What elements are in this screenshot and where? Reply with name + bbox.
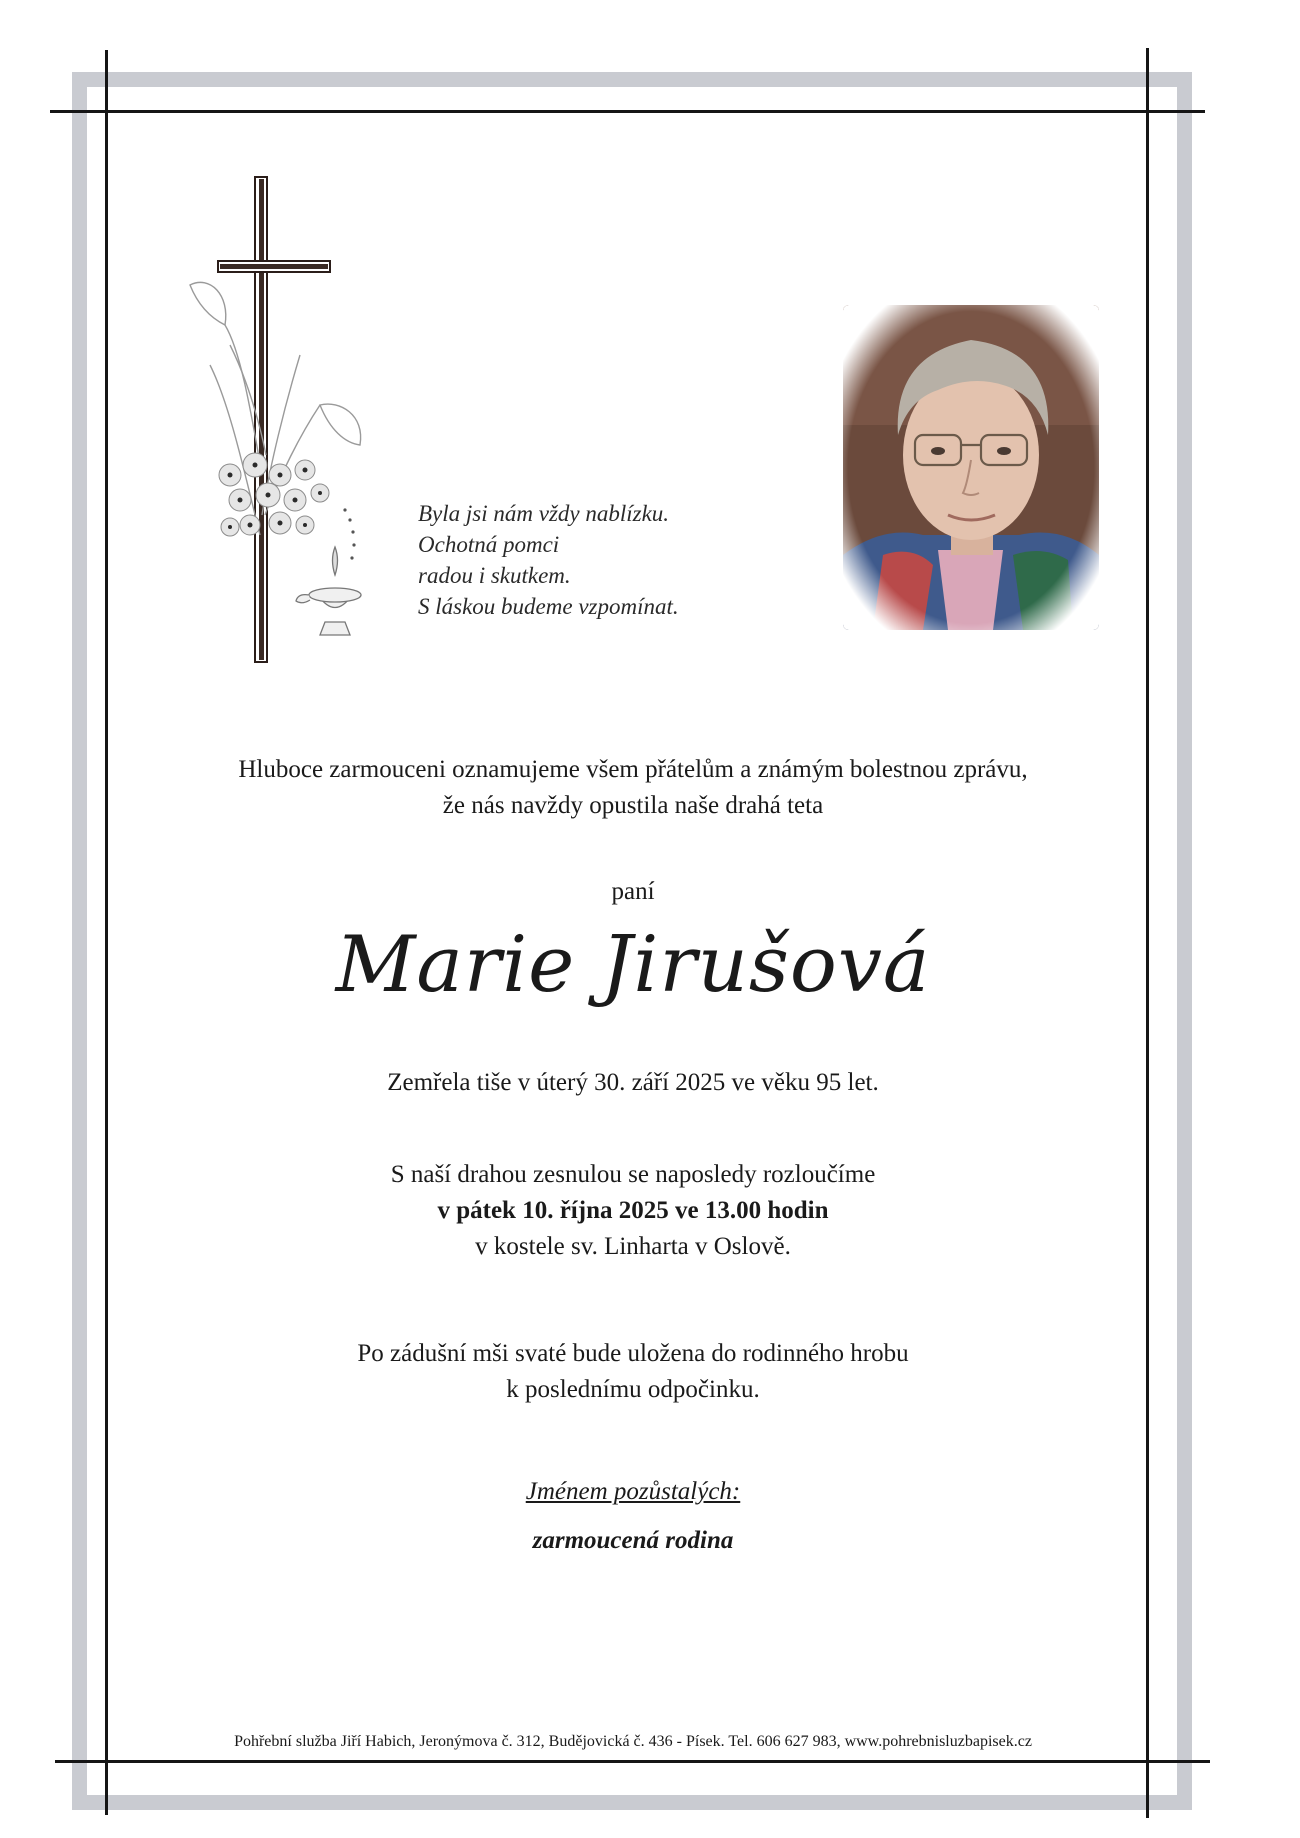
- portrait-photo: [843, 305, 1099, 630]
- deceased-name: Marie Jirušová: [335, 920, 931, 1010]
- signature-label: Jménem pozůstalých:: [525, 1478, 741, 1505]
- cross-lily-illustration: [170, 175, 410, 665]
- announcement-line-1: Hluboce zarmouceni oznamujeme všem přátelům a známým bolestnou zprávu,: [238, 756, 1028, 783]
- honorific: paní: [611, 878, 655, 905]
- farewell-line-1: S naší drahou zesnulou se naposledy rozloučíme: [390, 1161, 876, 1188]
- signature-family: zarmoucená rodina: [532, 1527, 734, 1554]
- bottom-rule: [55, 1760, 1210, 1763]
- burial-info: [108, 1336, 1158, 1408]
- farewell-location: v kostele sv. Linharta v Oslově.: [475, 1233, 791, 1260]
- farewell-date-time: v pátek 10. října 2025 ve 13.00 hodin: [437, 1197, 829, 1224]
- poem-line-4: S láskou budeme vzpomínat.: [418, 594, 679, 619]
- top-rule: [50, 110, 1205, 113]
- poem-line-3: radou i skutkem.: [418, 563, 571, 588]
- farewell-info: [108, 1157, 1158, 1265]
- burial-line-1: Po zádušní mši svaté bude uložena do rodinného hrobu: [357, 1340, 909, 1367]
- funeral-service-footer: Pohřební služba Jiří Habich, Jeronýmova č. 312, Budějovická č. 436 - Písek. Tel. 606 627 983, www.pohrebnisluzbapisek.cz: [234, 1733, 1032, 1750]
- announcement: [108, 752, 1158, 824]
- poem: [418, 498, 679, 622]
- burial-line-2: k poslednímu odpočinku.: [506, 1376, 760, 1403]
- announcement-line-2: že nás navždy opustila naše drahá teta: [442, 792, 824, 819]
- death-info: Zemřela tiše v úterý 30. září 2025 ve věku 95 let.: [387, 1069, 879, 1096]
- poem-line-1: Byla jsi nám vždy nablízku.: [418, 501, 670, 526]
- poem-line-2: Ochotná pomci: [418, 532, 560, 557]
